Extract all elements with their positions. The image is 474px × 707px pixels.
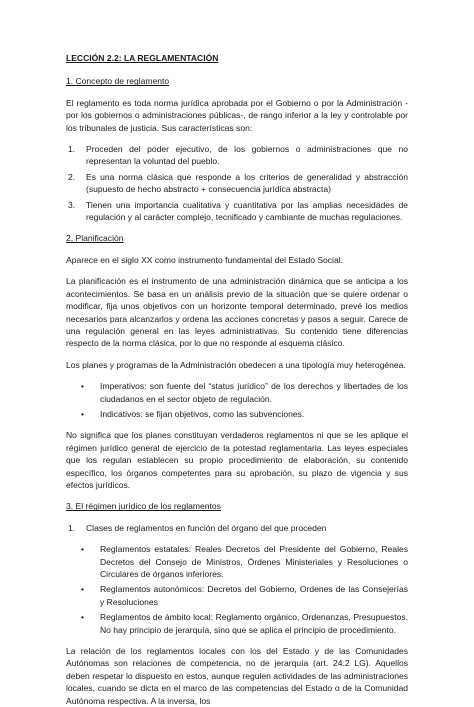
bullet-icon: • <box>81 544 84 555</box>
list-item-text: Es una norma clásica que responde a los criterios de generalidad y abstracción (supuesto de hecho abstracto + consecuencia jurídica abstracta) <box>86 171 408 195</box>
lesson-title: LECCIÓN 2.2: LA REGLAMENTACIÓN <box>66 53 219 63</box>
bullet-icon: • <box>81 612 84 623</box>
list-item-text: Imperativos: son fuente del “status jurídico” de los derechos y libertades de los ciudadanos en el sector objeto de regulación. <box>100 381 408 404</box>
list-item <box>66 171 408 196</box>
numbered-list <box>66 143 408 223</box>
paragraph: El reglamento es toda norma jurídica aprobada por el Gobierno o por la Administración -por los gobiernos o administraciones públicas-, de rango inferior a la ley y controlable por los tribunales de justicia. Sus características son: <box>66 97 408 133</box>
list-item <box>66 522 408 534</box>
list-number: 2. <box>68 171 76 182</box>
list-item-text: Tienen una importancia cualitativa y cuantitativa por las amplias necesidades de regulación y al carácter complejo, tecnificado y cambiante de muchas regulaciones. <box>86 199 408 223</box>
numbered-list <box>66 522 408 534</box>
list-item <box>66 143 408 168</box>
list-item <box>66 611 408 636</box>
list-item <box>66 199 408 224</box>
list-number: 3. <box>68 199 76 210</box>
paragraph: No significa que los planes constituyan verdaderos reglamentos ni que se les aplique el régimen jurídico general de ejercicio de la potestad reglamentaria. Las leyes especiales que los regulan establecen su propio procedimiento de elaboración, su contenido específico, los órganos competentes para su aprobación, su plazo de vigencia y sus efectos jurídicos. <box>66 430 408 490</box>
bullet-icon: • <box>81 408 84 419</box>
list-item-text: Indicativos: se fijan objetivos, como las subvenciones. <box>100 408 305 419</box>
paragraph: Los planes y programas de la Administración obedecen a una tipología muy heterogénea. <box>66 359 406 370</box>
bullet-icon: • <box>81 381 84 392</box>
list-item <box>66 583 408 608</box>
list-item <box>66 380 408 405</box>
list-item-text: Reglamentos de ámbito local: Reglamento orgánico, Ordenanzas, Presupuestos. No hay principio de jerarquía, sino que se aplica el principio de procedimiento. <box>100 612 408 635</box>
list-item <box>66 543 408 580</box>
list-item-text: Reglamentos autonómicos: Decretos del Gobierno, Ordenes de las Consejerías y Resoluciones <box>100 584 408 607</box>
list-number: 1. <box>68 522 76 533</box>
list-item <box>66 408 408 420</box>
bullet-icon: • <box>81 584 84 595</box>
list-item-text: Clases de reglamentos en función del órgano del que proceden <box>86 522 327 533</box>
list-item-text: Proceden del poder ejecutivo, de los gobiernos o administraciones que no representan la voluntad del pueblo. <box>86 144 408 167</box>
paragraph: La relación de los reglamentos locales con los del Estado y de las Comunidades Autónomas son relaciones de competencia, no de jerarquía (art. 24.2 LG). Aquellos deben respetar lo dispuesto en estos, aunque regulen actividades de las administraciones locales, cuando se dicta en el marco de las competencias del Estado o de la Comunidad Autónoma respectiva. A la inversa, los <box>66 646 408 706</box>
section-heading-regimen: 3. El régimen jurídico de los reglamentos <box>66 501 221 512</box>
bullet-list <box>66 543 408 636</box>
list-number: 1. <box>68 144 76 155</box>
section-heading-concepto: 1. Concepto de reglamento <box>66 76 170 87</box>
paragraph: Aparece en el siglo XX como instrumento fundamental del Estado Social. <box>66 254 343 265</box>
paragraph: La planificación es el instrumento de una administración dinámica que se anticipa a los acontecimientos. Se basa en un análisis previo de la situación que se quiere ordenar o modificar, fija unos objetivos con un horizonte temporal determinado, prevé los medios necesarios para alcanzarlos y ordena las acciones concretas y pasos a seguir. Carece de una regulación general en las leyes administrativas. Su contenido tiene diferencias respecto de la norma clásica, por lo que no responde al esquema clásico. <box>66 276 408 349</box>
list-item-text: Reglamentos estatales: Reales Decretos del Presidente del Gobierno, Reales Decretos del Consejo de Ministros, Órdenes Ministeriales y Resoluciones o Circulares de órganos inferiores. <box>100 544 408 579</box>
section-heading-planificacion: 2. Planificación <box>66 233 124 244</box>
bullet-list <box>66 380 408 420</box>
